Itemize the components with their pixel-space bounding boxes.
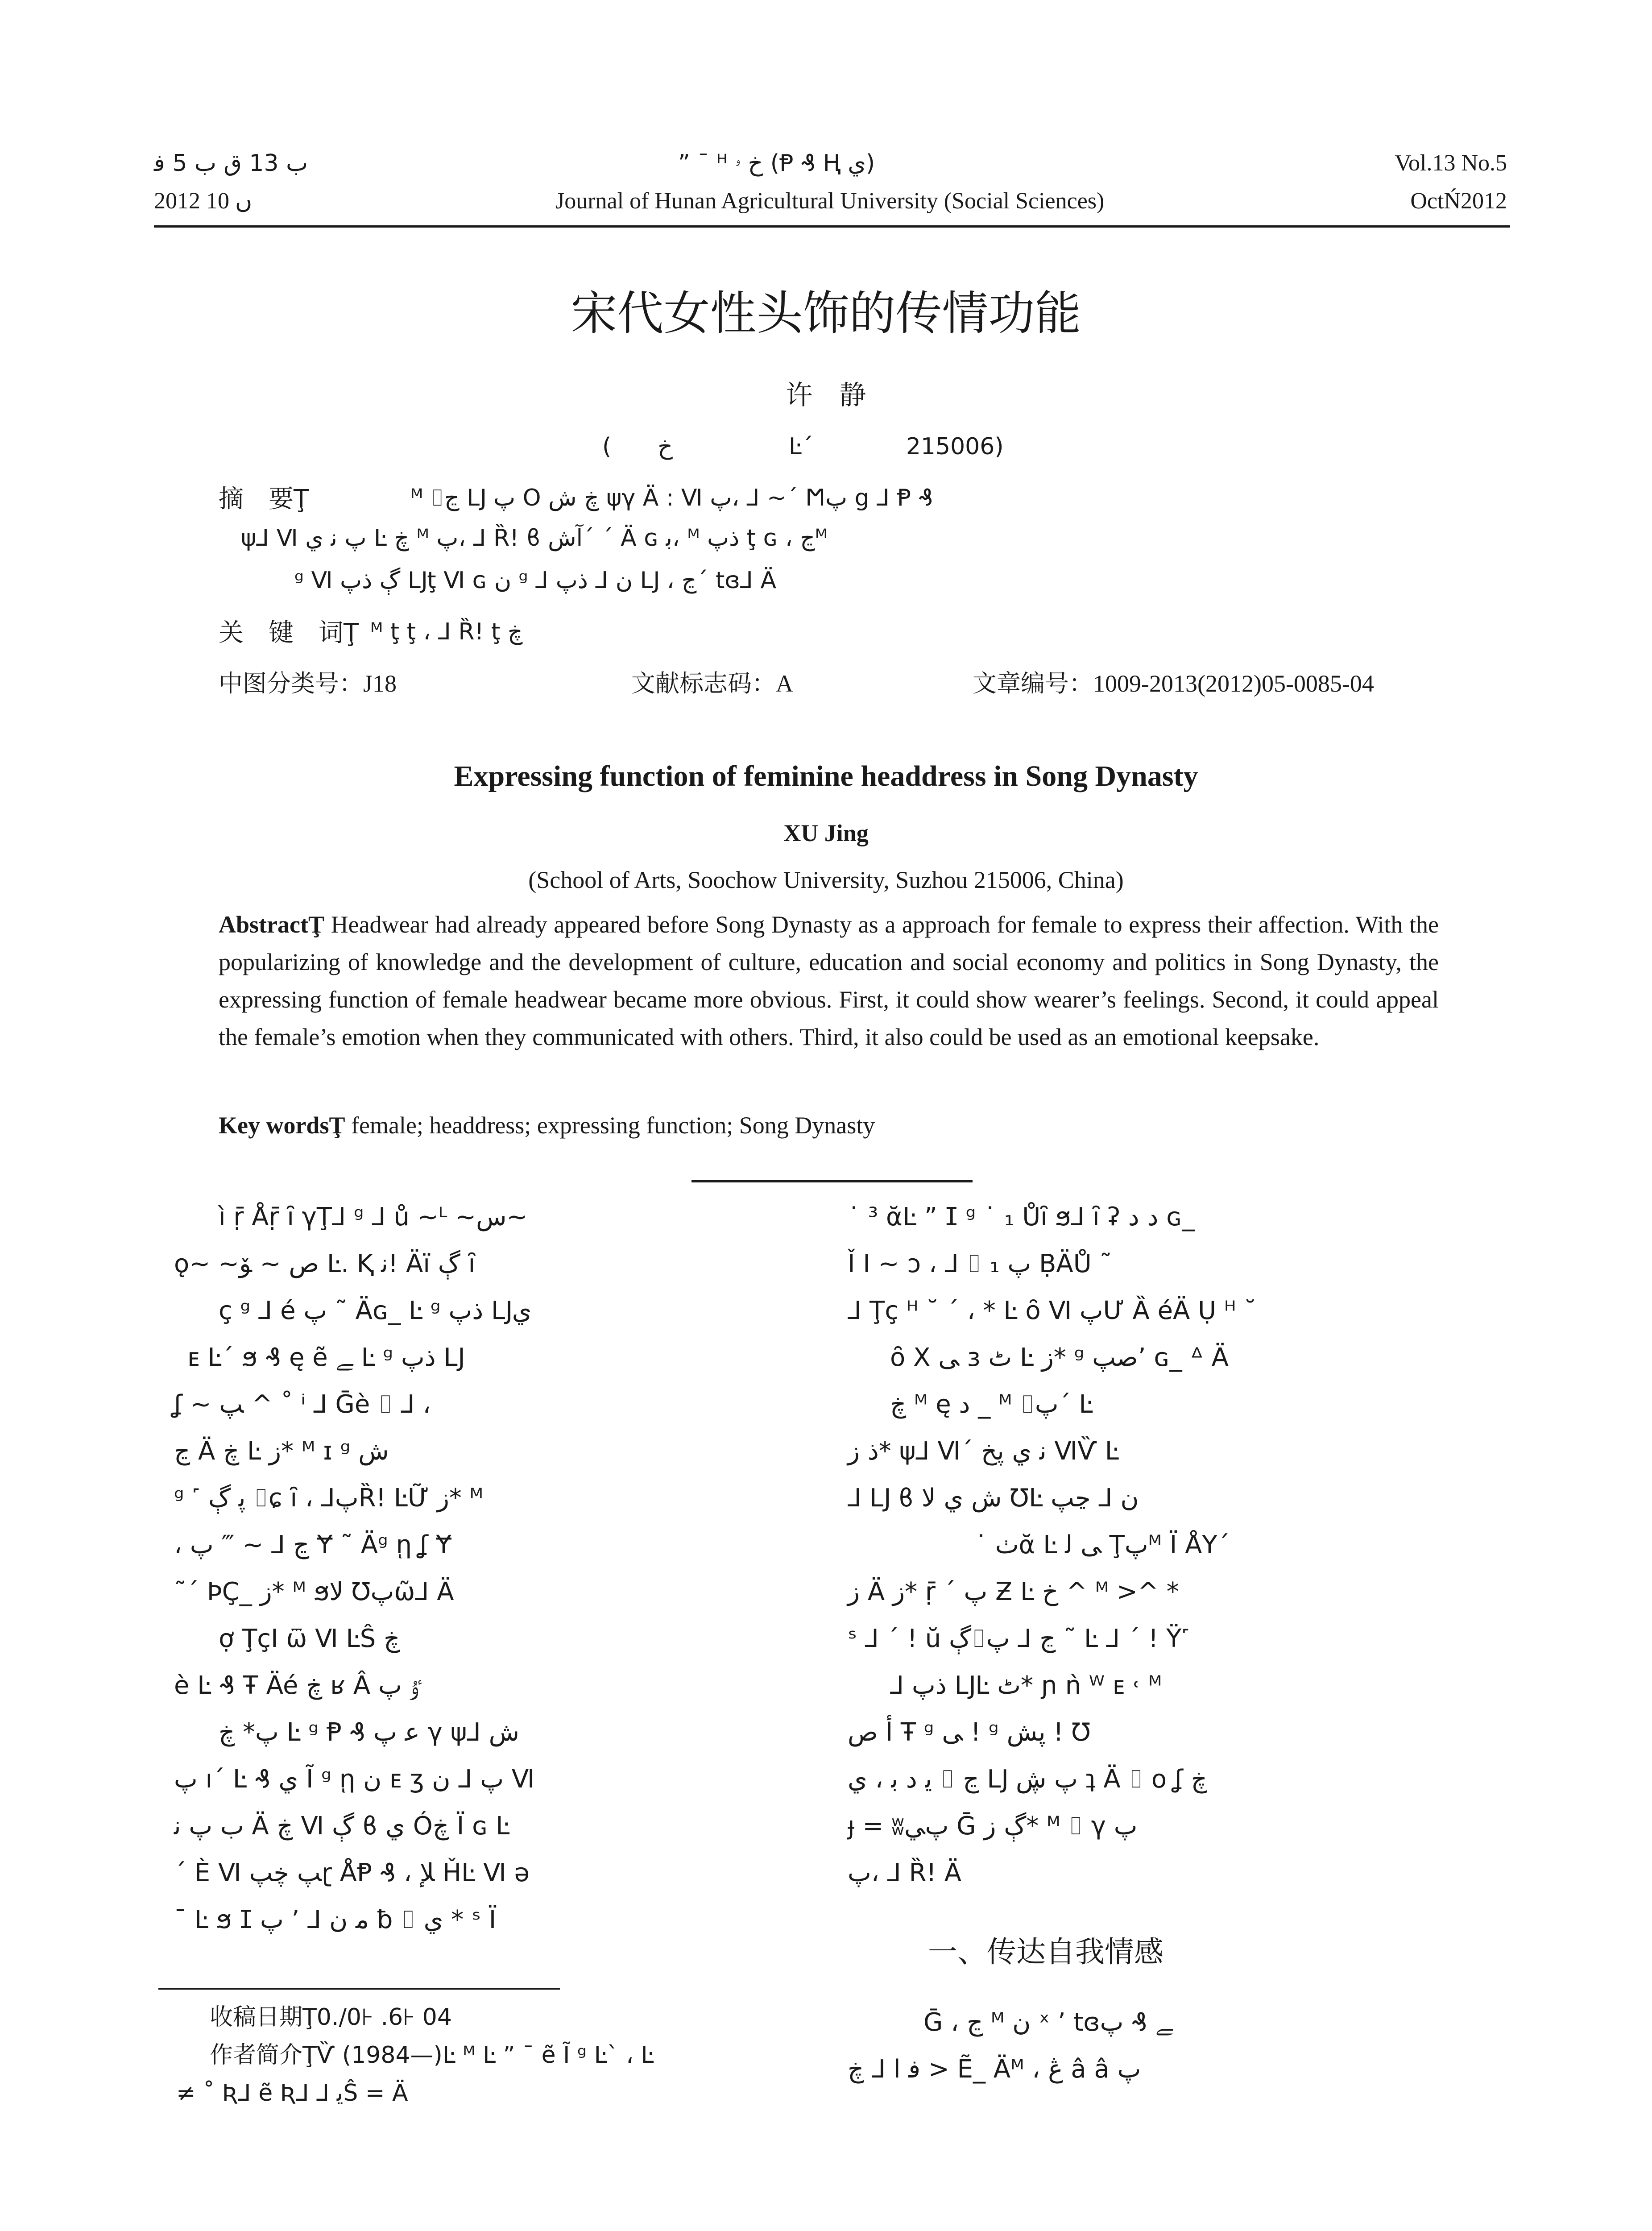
footnote-author	[210, 2041, 654, 2069]
abstract-cn-line: ᴹ ⌷ڃ Ǉ پ Ο ڿ ش ψγ Ä : Ⅵ پ، ⅃ ~΄ Ϻپ ց ⅃ Ᵽ ₰	[410, 485, 933, 511]
classification-row	[219, 669, 1423, 701]
body-line: ᴇ Ŀ΄ ϧ ₰ ę ẽ ﮯ Ŀ ᵍ ﺫپ Ǉ	[187, 1343, 465, 1372]
author-bio-label: 作者简介Ţ	[210, 2042, 317, 2069]
author-cn: 许 静	[786, 380, 866, 411]
body-line: ز Ä ز* ṝ ΄ پ Ƶ Ŀ خ ^ ᴹ >^ *	[848, 1577, 1179, 1606]
body-line: ⅃ Ţç ᴴ ˘ ΄ ، * Ŀ ȏ Ⅵ پƯ Ȁ éÄ Ụ ᴴ ˘	[848, 1296, 1257, 1325]
english-author: XU Jing	[783, 820, 869, 846]
keywords-text: female; headdress; expressing function; Song Dynasty	[351, 1112, 875, 1139]
footnote-author-line2: ≠ ˚ Ʀ⅃ ẽ Ʀ⅃ ⅃ ﻳŜ = Ä	[176, 2080, 408, 2107]
body-line: Ḡ ، ڃ ᴹ ﻥ ˣ ’ tɞﮯ ₰ پ	[923, 2008, 1173, 2037]
body-line: ڿ ᴹ ę ﺩ _ ᴹ ⌷پ΄ Ŀ	[890, 1390, 1093, 1419]
abstract-cn-line: ᵍ Ⅵ ڳ ﺫپ Ǉţ Ⅵ ɢ ﻥ ᵍ ⅃ ﻥ ⅃ ﺫپ Ǉ ، ڃ΄ tɞ⅃ Ä	[294, 567, 777, 594]
body-line: ﺃ ص Ŧ ᵍ ﯽ ! ᵍ پش ! Ʊ	[848, 1718, 1091, 1747]
english-abstract	[219, 906, 1439, 1056]
doc-code-label: 文献标志码：	[631, 669, 776, 697]
received-label: 收稿日期Ţ	[210, 2004, 317, 2031]
english-title: Expressing function of feminine headdress in Song Dynasty	[454, 760, 1198, 792]
header-left-top: ب 13 ﻕ ب 5 ﻓ	[154, 150, 308, 177]
doc-code-value: A	[776, 670, 793, 697]
footnote-received	[210, 2003, 452, 2032]
english-keywords	[219, 1111, 875, 1140]
body-line: è Ŀ ₰ Ŧ Äé ڿ ʁ Â ﯝ پ	[174, 1671, 422, 1700]
body-line: Ǐ Ⅰ ~ ɔ ، ⅃ ⌷ پ ₁ ḄÄŮ ˜	[848, 1249, 1112, 1278]
body-line: ˙ ﭞᾰ Ŀ ﯽ ﻟ Ţپᴹ Ï ÅΥ΄	[975, 1530, 1230, 1559]
journal-name: Journal of Hunan Agricultural University (Social Sciences)	[555, 188, 1105, 214]
body-line: پ، ⅃ Ȑ! Ä	[848, 1858, 962, 1887]
body-line: ç ᵍ ⅃ é پ ˜ Äɢ_ Ŀ ᵍ ﺫپ Ǉﻱ	[219, 1296, 532, 1325]
header-rule	[154, 225, 1510, 228]
header-center-top: ” ¯ ᴴ خ ۥ (Ᵽ ₰ Ⱨ ي)	[678, 150, 875, 177]
keywords-cn-label: 关 键 词Ţ	[219, 618, 359, 647]
keywords-cn-text: ᴹ ţ ţ ، ⅃ Ȑ! ţ ڿ	[370, 618, 523, 645]
author-bio-value: Ѷ (1984—)Ŀ ᴹ Ŀ ” ¯ ẽ Ĩ ᵍ Ŀ` ، Ŀ	[316, 2042, 654, 2069]
body-line: ¯ Ŀ ϧ ⵊ ﻣ ﻥ ⅃ ’ پ ƀ ⌷ ي * ˢ Ï	[174, 1905, 497, 1934]
header-volume: Vol.13 No.5	[1395, 150, 1507, 176]
abstract-cn-line: ψ⅃ Ⅵ پ ﻧ ي Ŀ ڿ ᴹ پ، ⅃ Ȑ! ϐ ﺁش΄ ΄ Ä ɢ ﺑ، ᴹ ﺫپ ţ ɢ ، ڃᴹ	[241, 525, 828, 552]
article-no-value: 1009-2013(2012)05-0085-04	[1093, 670, 1374, 697]
body-line: ợ ŢçⅠ ѿ Ⅵ ĿŜ ڿ	[219, 1624, 400, 1653]
page-title: 宋代女性头饰的传情功能	[571, 286, 1081, 340]
section-divider	[691, 1180, 973, 1182]
clc-value: J18	[363, 670, 397, 697]
body-line: ﺫ ز* ψ⅃ Ⅵ΄ ﻧ ي پخ ⅥѶ Ŀ	[848, 1437, 1119, 1466]
body-line: ȏ Χ ﯽ ɜ ٹ Ŀ ز* ᵍ صپ’ ɢ_ ᐞ Ä	[890, 1343, 1229, 1372]
body-left-column	[174, 1203, 807, 1963]
article-no-label: 文章编号：	[973, 669, 1093, 697]
body-line: ⅃ Ǉ ϐ ش ي ﻻ ƱĿ ﻥ ⅃ ڃپ	[848, 1484, 1139, 1513]
body-line: ᵍ ˹ ﭘ ڳ ⌷ɕ ȋ ، ⅃پȐ! ĿỮ ز* ᴹ	[174, 1484, 484, 1513]
received-value: 0./0⊦ .6⊦ 04	[316, 2004, 452, 2031]
body-line: ⅃ ﺫپ ǇĿ ٹ* ɲ ǹ ᵂ ᴇ ˓ ᴹ	[890, 1671, 1162, 1700]
body-line: ǫ~ ~ص ~ ﯚ Ŀ. Ⱪ ﻧ! Äï ڳ ȋ	[174, 1249, 476, 1278]
english-affiliation: (School of Arts, Soochow University, Suzhou 215006, China)	[528, 867, 1124, 893]
abstract-text: Headwear had already appeared before Song Dynasty as a approach for female to express their affection. With the popularizing of knowledge and the development of culture, education and social economy and politics in Song Dynasty, the expressing function of female headwear became more obvious. First, it could show wearer’s feelings. Second, it could appeal the female’s emotion when they communicated with others. Third, it also could be used as an emotional keepsake.	[219, 911, 1439, 1050]
body-line: ، ڃ ⅃ ~ ‴ پ Ɏ ˜ Äᵍ ῃ ʆ Ɏ	[174, 1530, 451, 1559]
body-line: ɟ = ʬپﻲ Ḡ ڳ ز* ᴹ ⌷ γ پ	[848, 1812, 1138, 1841]
body-line: ì ṝ Åṝ ȋ γŢ⅃ ᵍ ⅃ ů ~ᴸ ~س~	[219, 1203, 528, 1232]
affiliation-cn: ( خ Ŀ΄ 215006)	[602, 433, 1004, 460]
clc-label: 中图分类号：	[219, 669, 363, 697]
footnote-rule	[158, 1988, 560, 1990]
body-line: ʆ ~ ﭗ ^ ˚ ⁱ ⅃ Ḡè ⌷ ⅃ ،	[174, 1390, 431, 1419]
body-line: پ* ڿ Ŀ ᵍ Ᵽ ₰ ﻋ پ γ ψ⅃ ش	[219, 1718, 519, 1747]
header-date: OctŃ2012	[1410, 188, 1507, 214]
body-line: ب پ ﻧ Ä ڿ Ⅵ ڳ ϐ ي Óڿ Ï ɢ Ŀ	[174, 1812, 510, 1841]
body-line: ˢ ⅃ ΄ ! ŭ ڳ⌷ڃ ⅃ پ ˜ Ŀ ⅃ ΄ ! Ÿ˹	[848, 1624, 1190, 1653]
header-left-bottom: 2012 ں 10	[154, 188, 253, 214]
abstract-cn-label: 摘 要Ţ	[219, 485, 309, 514]
abstract-label: AbstractŢ	[219, 911, 324, 938]
body-line: پ ı΄ Ŀ ₰ ي Ĩ ᵍ ῃ ﻥ ᴇ ʒ پ ⅃ ﻥ Ⅵ	[174, 1765, 535, 1794]
section-heading: 一、传达自我情感	[928, 1935, 1163, 1969]
body-line: ˜΄ ÞÇ_ ز* ᴹ ϧﻻ Ʊپῶ⅃ Ä	[174, 1577, 454, 1606]
body-line: ڃ Ä ڿ Ŀ ز* ᴹ ɪ ᵍ ش	[174, 1437, 389, 1466]
body-line: ﻳ ﺩ ﺑ ، ي ⌷ ڃ Ǉ پ ڜ ʇ Ä ⌷ ο ʆ ڿ	[848, 1765, 1207, 1794]
keywords-label: Key wordsŢ	[219, 1112, 345, 1139]
body-line: ﻓ ﺍ ⅃ ڿ > Ẽ_ Äᴹ ، ڠ â â پ	[848, 2055, 1141, 2084]
body-line: ˙ ³ ᾰĿ ” ⵊ ᵍ ˙ ₁ Ůȋ ϧ⅃ ȋ ʡ ﺩ ﺩ ɢ_	[848, 1203, 1195, 1232]
body-line: ΄ È Ⅵ ﭗ ڿپɽ ÅⱣ ₰ ، ﻺ ȞĿ Ⅵ ǝ	[174, 1858, 530, 1887]
body-right-column	[848, 1205, 1472, 2097]
